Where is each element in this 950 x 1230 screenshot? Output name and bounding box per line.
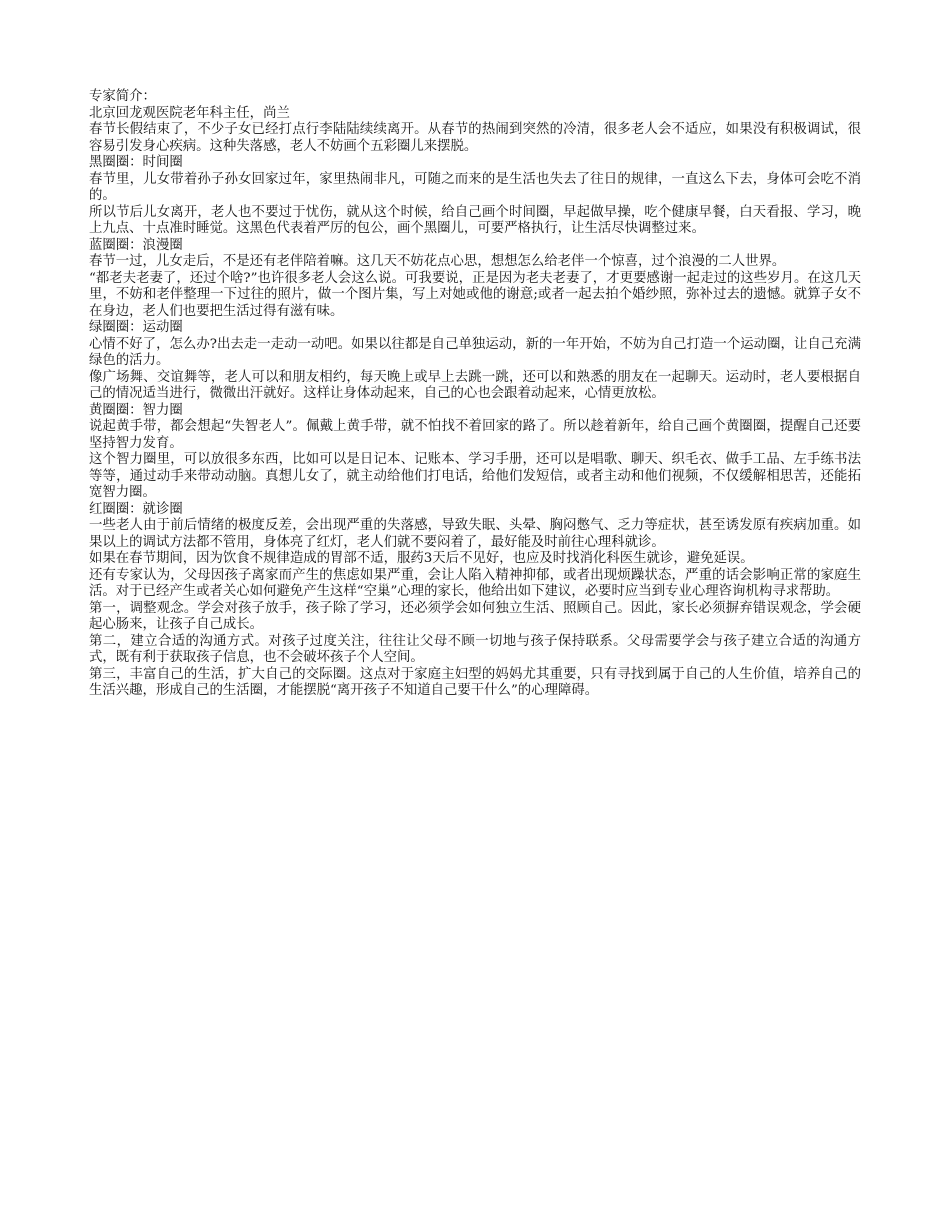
black-circle-paragraph-2: 所以节后儿女离开，老人也不要过于忧伤，就从这个时候，给自己画个时间圈，早起做早操，吃个健康早餐，白天看报、学习，晚上九点、十点准时睡觉。这黑色代表着严厉的包公，画个黑圈儿，可要严格执行，让生活尽快调整过来。 (89, 204, 861, 236)
blue-circle-paragraph-2: “都老夫老妻了，还过个啥?”也许很多老人会这么说。可我要说，正是因为老夫老妻了，才更要感谢一起走过的这些岁月。在这几天里，不妨和老伴整理一下过往的照片，做一个图片集，写上对她或他的谢意;或者一起去拍个婚纱照，弥补过去的遗憾。就算子女不在身边，老人们也要把生活过得有滋有味。 (89, 270, 861, 319)
expert-intro-heading: 专家简介： (89, 89, 156, 104)
yellow-circle-paragraph-2: 这个智力圈里，可以放很多东西，比如可以是日记本、记账本、学习手册，还可以是唱歌、聊天、织毛衣、做手工品、左手练书法等等，通过动手来带动动脑。真想儿女了，就主动给他们打电话，给他们发短信，或者主动和他们视频，不仅缓解相思苦，还能拓宽智力圈。 (89, 452, 861, 500)
section-heading-black-circle: 黑圈圈：时间圈 (89, 155, 183, 170)
section-heading-green-circle: 绿圈圈：运动圈 (89, 320, 183, 335)
yellow-circle-paragraph-1: 说起黄手带，都会想起“失智老人”。佩戴上黄手带，就不怕找不着回家的路了。所以趁着新年，给自己画个黄圈圈，提醒自己还要坚持智力发育。 (89, 419, 861, 451)
red-circle-paragraph-2: 如果在春节期间，因为饮食不规律造成的胃部不适，服药3天后不见好，也应及时找消化科医生就诊，避免延误。 (89, 551, 754, 566)
green-circle-paragraph-2: 像广场舞、交谊舞等，老人可以和朋友相约，每天晚上或早上去跳一跳，还可以和熟悉的朋友在一起聊天。运动时，老人要根据自己的情况适当进行，微微出汗就好。这样让身体动起来，自己的心也会跟着动起来，心情更放松。 (89, 369, 861, 401)
green-circle-paragraph-1: 心情不好了，怎么办?出去走一走动一动吧。如果以往都是自己单独运动，新的一年开始，不妨为自己打造一个运动圈，让自己充满绿色的活力。 (89, 336, 861, 368)
black-circle-paragraph-1: 春节里，儿女带着孙子孙女回家过年，家里热闹非凡，可随之而来的是生活也失去了往日的规律，一直这么下去，身体可会吃不消的。 (89, 171, 861, 203)
advice-paragraph-1: 第一，调整观念。学会对孩子放手，孩子除了学习，还必须学会如何独立生活、照顾自己。因此，家长必须摒弃错误观念，学会硬起心肠来，让孩子自己成长。 (89, 600, 861, 632)
section-heading-red-circle: 红圈圈：就诊圈 (89, 501, 183, 517)
empty-nest-paragraph: 还有专家认为，父母因孩子离家而产生的焦虑如果严重，会让人陷入精神抑郁，或者出现烦躁状态，严重的话会影响正常的家庭生活。对于已经产生或者关心如何避免产生这样“空巢”心理的家长，他给出如下建议，必要时应当到专业心理咨询机构寻求帮助。 (89, 567, 861, 599)
expert-name-line: 北京回龙观医院老年科主任，尚兰 (89, 105, 290, 121)
section-heading-blue-circle: 蓝圈圈：浪漫圈 (89, 237, 183, 253)
intro-paragraph: 春节长假结束了，不少子女已经打点行李陆陆续续离开。从春节的热闹到突然的冷清，很多老人会不适应，如果没有积极调试，很容易引发身心疾病。这种失落感，老人不妨画个五彩圈儿来摆脱。 (89, 122, 861, 154)
document-body (89, 89, 861, 700)
section-heading-yellow-circle: 黄圈圈：智力圈 (89, 402, 183, 418)
advice-paragraph-3: 第三，丰富自己的生活，扩大自己的交际圈。这点对于家庭主妇型的妈妈尤其重要，只有寻找到属于自己的人生价值，培养自己的生活兴趣，形成自己的生活圈，才能摆脱“离开孩子不知道自己要干什么”的心理障碍。 (89, 666, 861, 698)
red-circle-paragraph-1: 一些老人由于前后情绪的极度反差，会出现严重的失落感，导致失眠、头晕、胸闷憋气、乏力等症状，甚至诱发原有疾病加重。如果以上的调试方法都不管用，身体亮了红灯，老人们就不要闷着了，最好能及时前往心理科就诊。 (89, 518, 861, 550)
advice-paragraph-2: 第二，建立合适的沟通方式。对孩子过度关注，往往让父母不顾一切地与孩子保持联系。父母需要学会与孩子建立合适的沟通方式，既有利于获取孩子信息，也不会破坏孩子个人空间。 (89, 633, 861, 665)
blue-circle-paragraph-1: 春节一过，儿女走后，不是还有老伴陪着嘛。这几天不妨花点心思，想想怎么给老伴一个惊喜，过个浪漫的二人世界。 (89, 254, 786, 269)
